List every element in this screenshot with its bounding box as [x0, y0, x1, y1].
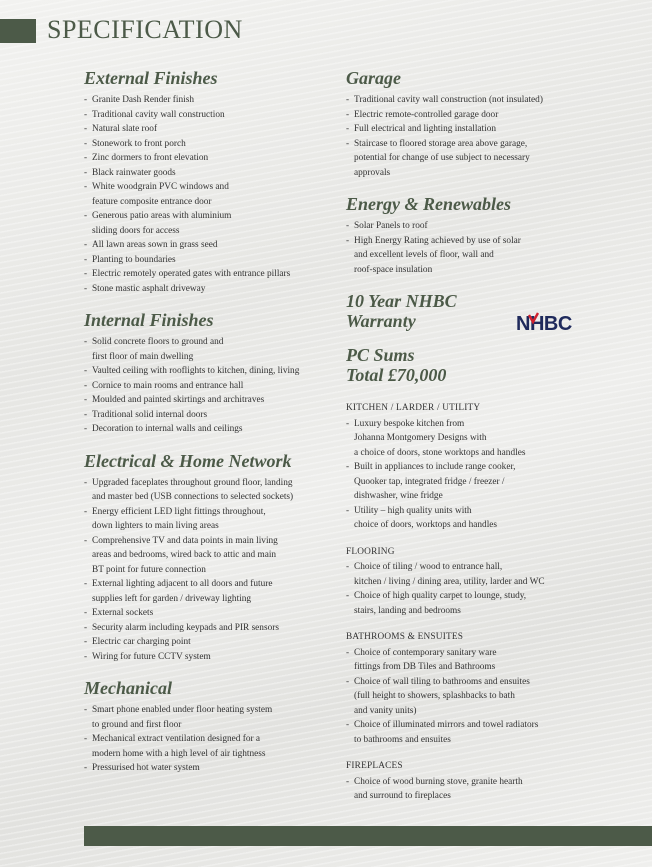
- pc-sums-group-heading: BATHROOMS & ENSUITES: [346, 632, 464, 642]
- list-item: - Choice of wall tiling to bathrooms and ensuites (full height to showers, splashbacks to bath and vanity units): [346, 675, 646, 719]
- list-item: - Choice of high quality carpet to lounge, study, stairs, landing and bedrooms: [346, 589, 646, 618]
- section-title: Garage: [346, 68, 401, 88]
- list-item: - Choice of contemporary sanitary ware fittings from DB Tiles and Bathrooms: [346, 646, 646, 675]
- svg-text:NHBC: NHBC: [516, 313, 572, 334]
- pc-sums-group-heading: FLOORING: [346, 546, 395, 557]
- garage-list: [346, 93, 646, 180]
- warranty-line-1: 10 Year NHBC: [346, 291, 457, 311]
- list-item: - Choice of illuminated mirrors and towel radiators to bathrooms and ensuites: [346, 718, 646, 747]
- list-item: - Electric car charging point: [84, 635, 334, 650]
- list-item: - Built in appliances to include range cooker, Quooker tap, integrated fridge / freezer / dishwasher, wine fridge: [346, 460, 646, 504]
- mechanical-section: [84, 678, 334, 776]
- list-item: - Cornice to main rooms and entrance hall: [84, 379, 334, 394]
- pc-sums-group: [346, 545, 646, 619]
- list-item: - Security alarm including keypads and PIR sensors: [84, 621, 334, 636]
- pc-sums-total: Total £70,000: [346, 365, 447, 385]
- list-item: - Traditional cavity wall construction (not insulated): [346, 93, 646, 108]
- internal-finishes-section: [84, 310, 334, 437]
- list-item: - Planting to boundaries: [84, 253, 334, 268]
- warranty-title: [346, 291, 646, 331]
- list-item: - Granite Dash Render finish: [84, 93, 334, 108]
- pc-sums-group-list: [346, 560, 646, 618]
- list-item: - Vaulted ceiling with rooflights to kitchen, dining, living: [84, 364, 334, 379]
- list-item: - Mechanical extract ventilation designed for a modern home with a high level of air tightness: [84, 732, 334, 761]
- list-item: - Choice of wood burning stove, granite hearth and surround to fireplaces: [346, 775, 646, 804]
- list-item: - Energy efficient LED light fittings throughout, down lighters to main living areas: [84, 505, 334, 534]
- list-item: - Zinc dormers to front elevation: [84, 151, 334, 166]
- list-item: - Electric remote-controlled garage door: [346, 108, 646, 123]
- internal-finishes-list: [84, 335, 334, 437]
- pc-sums-group-list: [346, 646, 646, 748]
- mechanical-list: [84, 703, 334, 776]
- list-item: - Black rainwater goods: [84, 166, 334, 181]
- section-title: Internal Finishes: [84, 310, 214, 330]
- list-item: - Staircase to floored storage area above garage, potential for change of use subject to necessary approvals: [346, 137, 646, 181]
- footer-accent-bar: [84, 826, 652, 846]
- list-item: - Upgraded faceplates throughout ground floor, landing and master bed (USB connections to selected sockets): [84, 476, 334, 505]
- list-item: - Decoration to internal walls and ceilings: [84, 422, 334, 437]
- list-item: - Natural slate roof: [84, 122, 334, 137]
- pc-sums-group-heading: FIREPLACES: [346, 761, 403, 771]
- pc-sums-group-list: [346, 417, 646, 533]
- garage-section: [346, 68, 646, 180]
- pc-sums-group-heading: KITCHEN / LARDER / UTILITY: [346, 403, 481, 413]
- section-title: Electrical & Home Network: [84, 450, 292, 471]
- list-item: - Electric remotely operated gates with entrance pillars: [84, 267, 334, 282]
- list-item: - Solid concrete floors to ground and first floor of main dwelling: [84, 335, 334, 364]
- right-column: [346, 68, 646, 804]
- list-item: - Stonework to front porch: [84, 137, 334, 152]
- electrical-section: [84, 451, 334, 665]
- pc-sums-title: [346, 345, 646, 385]
- list-item: - Smart phone enabled under floor heating system to ground and first floor: [84, 703, 334, 732]
- pc-sums-section: [346, 345, 646, 804]
- list-item: - Luxury bespoke kitchen from Johanna Montgomery Designs with a choice of doors, stone worktops and handles: [346, 417, 646, 461]
- header-accent-bar: [0, 19, 36, 43]
- list-item: - Pressurised hot water system: [84, 761, 334, 776]
- warranty-line-2: Warranty: [346, 311, 416, 331]
- external-finishes-list: [84, 93, 334, 296]
- pc-sums-group: [346, 401, 646, 533]
- list-item: - Stone mastic asphalt driveway: [84, 282, 334, 297]
- pc-sums-group-list: [346, 775, 646, 804]
- list-item: - Choice of tiling / wood to entrance hall, kitchen / living / dining area, utility, larder and WC: [346, 560, 646, 589]
- list-item: - Moulded and painted skirtings and architraves: [84, 393, 334, 408]
- pc-sums-group: [346, 630, 646, 747]
- list-item: - External sockets: [84, 606, 334, 621]
- pc-sums-groups: [346, 401, 646, 804]
- section-title: Energy & Renewables: [346, 194, 511, 214]
- page-title: SPECIFICATION: [47, 15, 243, 44]
- pc-sums-group: [346, 759, 646, 804]
- external-finishes-section: [84, 68, 334, 296]
- list-item: - External lighting adjacent to all doors and future supplies left for garden / driveway lighting: [84, 577, 334, 606]
- list-item: - Solar Panels to roof: [346, 219, 646, 234]
- list-item: - White woodgrain PVC windows and feature composite entrance door: [84, 180, 334, 209]
- list-item: - High Energy Rating achieved by use of solar and excellent levels of floor, wall and roof-space insulation: [346, 234, 646, 278]
- warranty-section: [346, 291, 646, 331]
- list-item: - Utility – high quality units with choice of doors, worktops and handles: [346, 504, 646, 533]
- left-column: [84, 68, 334, 776]
- nhbc-logo-icon: [516, 312, 586, 334]
- electrical-list: [84, 476, 334, 665]
- list-item: - All lawn areas sown in grass seed: [84, 238, 334, 253]
- energy-list: [346, 219, 646, 277]
- section-title: External Finishes: [84, 68, 218, 88]
- list-item: - Full electrical and lighting installation: [346, 122, 646, 137]
- list-item: - Traditional solid internal doors: [84, 408, 334, 423]
- list-item: - Generous patio areas with aluminium sliding doors for access: [84, 209, 334, 238]
- section-title: Mechanical: [84, 678, 172, 698]
- pc-sums-line-1: PC Sums: [346, 345, 415, 365]
- list-item: - Wiring for future CCTV system: [84, 650, 334, 665]
- list-item: - Comprehensive TV and data points in main living areas and bedrooms, wired back to attic and main BT point for future connection: [84, 534, 334, 578]
- list-item: - Traditional cavity wall construction: [84, 108, 334, 123]
- energy-section: [346, 194, 646, 277]
